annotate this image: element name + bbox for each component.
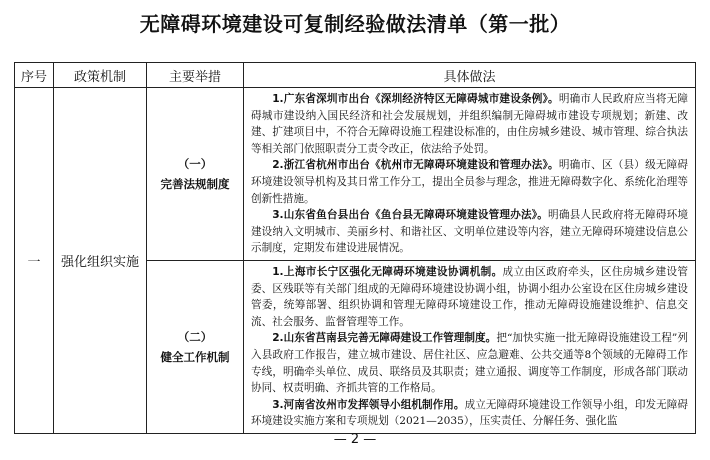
practice-body: 成立由区政府牵头，区住房城乡建设管委、区残联等有关部门组成的无障碍环境建设协调小组，协调小组办公室设在区住房城乡建设管委，统筹部署、组织协调和管理无障碍环境建设工作，推动无障碍设施建设维护、信息交流、社会服务、监督管理等工作。 bbox=[251, 265, 688, 328]
practice-body: 成立无障碍环境建设工作领导小组，印发无障碍环境建设实施方案和专项规划（2021—2035），压实责任、分解任务、强化监 bbox=[251, 398, 688, 428]
measure-cell-2 bbox=[147, 260, 244, 433]
practice-heading: 2.浙江省杭州市出台《杭州市无障碍环境建设和管理办法》。 bbox=[272, 159, 559, 172]
practice-item bbox=[251, 264, 688, 330]
practice-heading: 1.广东省深圳市出台《深圳经济特区无障碍城市建设条例》。 bbox=[272, 93, 559, 105]
practice-item bbox=[251, 397, 688, 430]
measure-cell-1 bbox=[147, 88, 244, 261]
practices-cell-1 bbox=[244, 88, 696, 261]
measure-name: 健全工作机制 bbox=[160, 349, 230, 364]
practice-body: 明确市人民政府应当将无障碍城市建设纳入国民经济和社会发展规划，并组织编制无障碍城市建设专项规划；新建、改建、扩建项目中，不符合无障碍设施工程建设标准的，由住房城乡建设、城市管理、综合执法等相关部门依照职责分工责令改正，依法给予处罚。 bbox=[251, 93, 689, 155]
table-row bbox=[15, 88, 696, 261]
practice-item bbox=[251, 157, 688, 207]
document-title: 无障碍环境建设可复制经验做法清单（第一批） bbox=[139, 12, 571, 36]
measure-number: （二） bbox=[177, 329, 213, 344]
practice-heading: 2.山东省莒南县完善无障碍建设工作管理制度。 bbox=[272, 332, 497, 345]
row-mechanism: 强化组织实施 bbox=[54, 88, 147, 434]
table-header-row bbox=[15, 63, 696, 88]
measure-name: 完善法规制度 bbox=[160, 176, 230, 191]
header-mechanism: 政策机制 bbox=[54, 63, 147, 88]
practice-body: 把“加快实施一批无障碍设施建设工程”列入县政府工作报告，建立城市建设、居住社区、应急避难、公共交通等8个领域的无障碍工作专线，明确牵头单位、成员、联络员及其职责；建立通报、调度等工作制度，形成各部门联动协同、权责明确、齐抓共管的工作格局。 bbox=[251, 332, 688, 395]
header-no: 序号 bbox=[15, 63, 54, 88]
practices-cell-2 bbox=[244, 260, 696, 433]
header-measures: 主要举措 bbox=[147, 63, 244, 88]
practice-item bbox=[251, 91, 688, 157]
header-practices: 具体做法 bbox=[244, 63, 696, 88]
practice-heading: 3.河南省汝州市发挥领导小组机制作用。 bbox=[272, 398, 465, 411]
practice-body: 明确市、区（县）级无障碍环境建设领导机构及其日常工作分工，提出全员参与理念，推进无障碍数字化、系统化治理等创新性措施。 bbox=[251, 159, 689, 205]
row-number: 一 bbox=[15, 88, 54, 434]
practice-heading: 1.上海市长宁区强化无障碍环境建设协调机制。 bbox=[272, 265, 503, 278]
practice-item bbox=[251, 330, 688, 396]
practice-body: 明确县人民政府将无障碍环境建设纳入文明城市、美丽乡村、和谐社区、文明单位建设等内容，建立无障碍环境建设信息公示制度，定期发布建设进展情况。 bbox=[251, 209, 689, 255]
practice-heading: 3.山东省鱼台县出台《鱼台县无障碍环境建设管理办法》。 bbox=[272, 209, 549, 222]
page-number: — 2 — bbox=[333, 432, 377, 447]
measure-number: （一） bbox=[177, 156, 213, 171]
practice-item bbox=[251, 207, 688, 257]
experience-table bbox=[14, 62, 696, 434]
